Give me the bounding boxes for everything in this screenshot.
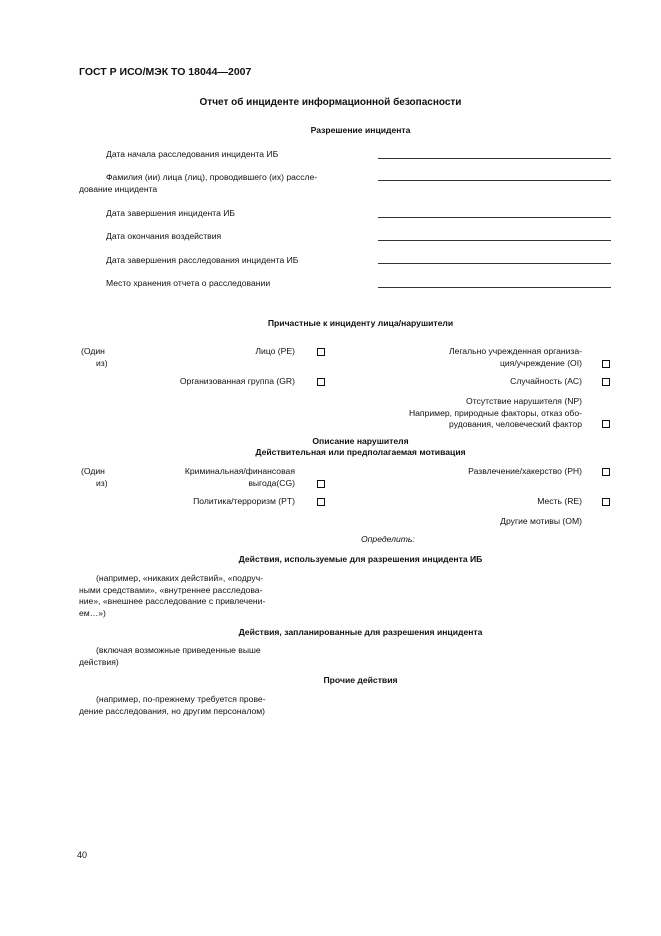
specify-label: Определить: [361,534,415,544]
actions-used-note: (например, «никаких действий», «подруч- ными средствами», «внутреннее расследова- ние», «внешнее расследование с привлечени- ем…») [79,573,266,618]
actions-planned-note: (включая возможные приведенные выше действия) [79,645,261,667]
checkbox-cg[interactable] [317,480,325,488]
perpetrators-choose-one: (Один из) [81,346,108,368]
option-label-ac: Случайность (AC) [510,376,582,386]
option-label-om: Другие мотивы (OM) [500,516,582,526]
page-number: 40 [77,850,88,860]
document-header: ГОСТ Р ИСО/МЭК ТО 18044—2007 [79,66,252,78]
option-label-oi: Легально учрежденная организа- ция/учреждение (OI) [448,346,582,368]
field-label-investigation-end-date: Дата завершения расследования инцидента ИБ [106,255,299,265]
checkbox-pe[interactable] [317,348,325,356]
option-label-gr: Организованная группа (GR) [179,376,295,386]
perpetrators-heading: Причастные к инциденту лица/нарушители [267,318,454,328]
checkbox-re[interactable] [602,498,610,506]
option-label-ph: Развлечение/хакерство (PH) [468,466,582,476]
checkbox-ac[interactable] [602,378,610,386]
field-line-start-date[interactable] [378,158,611,159]
field-line-investigators[interactable] [378,180,611,181]
resolution-heading: Разрешение инцидента [310,125,411,135]
field-label-report-location: Место хранения отчета о расследовании [106,278,271,288]
field-label-incident-end-date: Дата завершения инцидента ИБ [106,208,236,218]
field-label-start-date: Дата начала расследования инцидента ИБ [106,149,279,159]
report-title: Отчет об инциденте информационной безопасности [199,97,462,108]
field-label-impact-end-date: Дата окончания воздействия [106,231,222,241]
field-line-incident-end-date[interactable] [378,217,611,218]
motivation-heading: Описание нарушителя Действительная или предполагаемая мотивация [255,436,466,457]
motivation-choose-one: (Один из) [81,466,108,488]
actions-used-heading: Действия, используемые для разрешения инцидента ИБ [238,554,483,564]
other-actions-heading: Прочие действия [323,675,398,685]
field-label-investigators: Фамилия (ии) лица (лиц), проводившего (их) рассле- дование инцидента [79,172,318,194]
field-line-investigation-end-date[interactable] [378,263,611,264]
actions-planned-heading: Действия, запланированные для разрешения инцидента [238,627,483,637]
checkbox-ph[interactable] [602,468,610,476]
other-actions-note: (например, по-прежнему требуется прове- дение расследования, но другим персоналом) [79,694,266,716]
checkbox-np[interactable] [602,420,610,428]
option-label-pe: Лицо (PE) [255,346,295,356]
option-label-np: Отсутствие нарушителя (NP) Например, природные факторы, отказ обо- рудования, человеческий фактор [408,396,582,429]
option-label-cg: Криминальная/финансовая выгода(CG) [184,466,295,488]
option-label-pt: Политика/терроризм (PT) [193,496,295,506]
checkbox-gr[interactable] [317,378,325,386]
field-line-impact-end-date[interactable] [378,240,611,241]
checkbox-oi[interactable] [602,360,610,368]
checkbox-pt[interactable] [317,498,325,506]
option-label-re: Месть (RE) [537,496,582,506]
field-line-report-location[interactable] [378,287,611,288]
